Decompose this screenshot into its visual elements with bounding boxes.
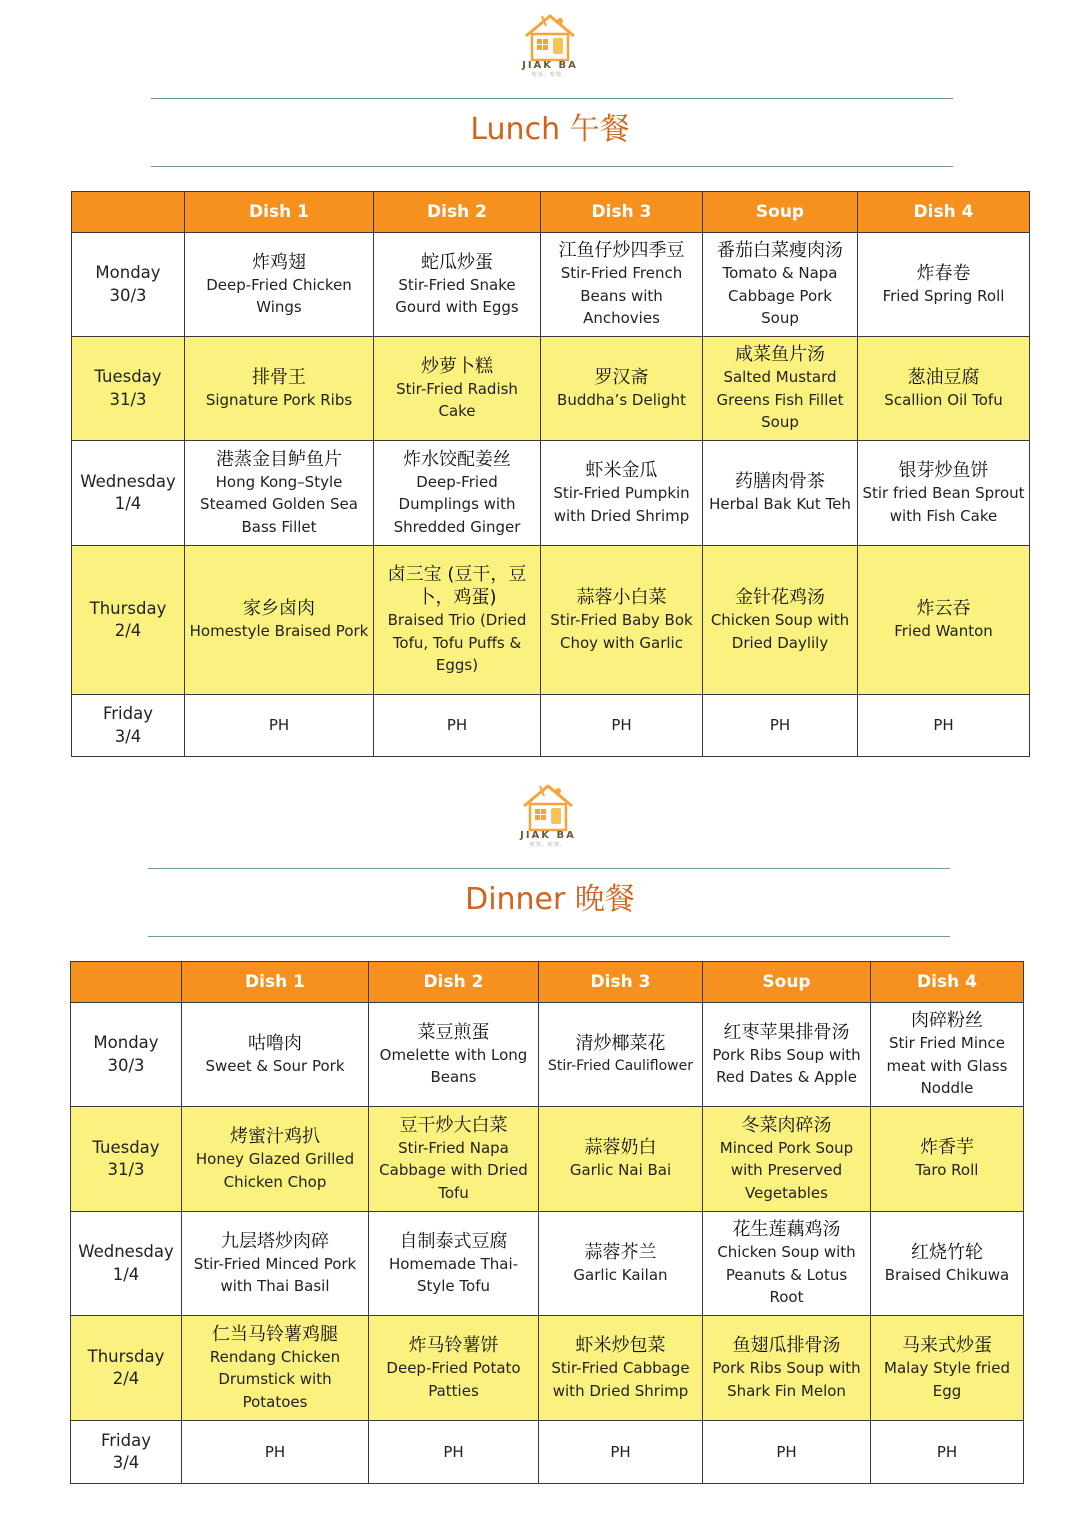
brand-name: JIAK BA <box>522 60 578 71</box>
dish-cell <box>369 1003 539 1107</box>
dish-name-en: Stir-Fried Pumpkin with Dried Shrimp <box>553 484 690 525</box>
holiday-cell <box>374 695 541 757</box>
dish-name-en: Stir-Fried Baby Bok Choy with Garlic <box>550 611 693 652</box>
dish-name-zh: 虾米炒包菜 <box>575 1335 666 1356</box>
dish-name-zh: 仁当马铃薯鸡腿 <box>212 1323 338 1345</box>
day-name: Friday <box>102 704 153 723</box>
dish-name-en: Scallion Oil Tofu <box>884 390 1003 409</box>
dish-name-en: Herbal Bak Kut Teh <box>709 495 851 514</box>
dish-cell <box>185 233 374 337</box>
public-holiday-label: PH <box>446 716 468 735</box>
table-row <box>71 1421 1024 1484</box>
day-cell <box>71 1421 182 1484</box>
dish-name-en: Pork Ribs Soup with Shark Fin Melon <box>712 1359 861 1400</box>
dish-name-en: Fried Wanton <box>894 622 993 641</box>
dish-cell <box>374 233 541 337</box>
day-name: Thursday <box>89 598 167 618</box>
day-date: 2/4 <box>112 1369 140 1388</box>
dish-cell <box>871 1107 1024 1212</box>
day-date: 1/4 <box>114 494 142 513</box>
table-row <box>72 695 1030 757</box>
dish-cell <box>858 233 1030 337</box>
dish-name-zh: 药膳肉骨茶 <box>735 471 825 493</box>
dish-cell <box>374 546 541 695</box>
dish-name-en: Signature Pork Ribs <box>205 390 353 409</box>
header-cell: Dish 1 <box>182 962 369 1003</box>
dish-name-en: Chicken Soup with Peanuts & Lotus Root <box>717 1243 856 1307</box>
dish-name-zh: 家乡卤肉 <box>243 598 315 620</box>
dish-cell <box>539 1212 703 1316</box>
dish-name-en: Stir-Fried Snake Gourd with Eggs <box>395 275 519 316</box>
dish-cell <box>539 1316 703 1421</box>
table-row <box>72 233 1030 337</box>
dish-name-en: Tomato & Napa Cabbage Pork Soup <box>722 264 838 328</box>
dish-cell <box>374 337 541 441</box>
dish-name-zh: 菜豆煎蛋 <box>417 1021 490 1043</box>
holiday-cell <box>858 695 1030 757</box>
dish-cell <box>369 1316 539 1421</box>
soup-cell <box>703 441 858 546</box>
dish-name-en: Stir-Fried Napa Cabbage with Dried Tofu <box>379 1138 528 1202</box>
dish-name-zh: 蒜蓉芥兰 <box>584 1241 657 1263</box>
holiday-cell <box>541 695 703 757</box>
dish-name-en: Minced Pork Soup with Preserved Vegetables <box>719 1138 854 1202</box>
header-cell: Dish 3 <box>541 192 703 233</box>
header-cell: Dish 4 <box>871 962 1024 1003</box>
dish-name-zh: 罗汉斋 <box>594 366 649 388</box>
dish-name-zh: 花生莲藕鸡汤 <box>732 1219 841 1241</box>
title-rule-top <box>151 98 953 99</box>
brand-tagline: 吃饭。吃饱。 <box>529 842 566 848</box>
dish-cell <box>369 1212 539 1316</box>
day-cell <box>72 695 185 757</box>
table-row <box>71 1316 1024 1421</box>
dish-cell <box>185 546 374 695</box>
dish-name-zh: 咸菜鱼片汤 <box>735 344 825 366</box>
dish-name-en: Homestyle Braised Pork <box>189 622 369 641</box>
dish-name-en: Malay Style fried Egg <box>884 1359 1010 1400</box>
brand-logo <box>498 782 598 862</box>
dish-cell <box>182 1107 369 1212</box>
soup-cell <box>703 546 858 695</box>
dish-cell <box>541 337 703 441</box>
dish-cell <box>182 1316 369 1421</box>
day-date: 30/3 <box>107 1055 145 1075</box>
dish-name-en: Garlic Kailan <box>573 1265 668 1284</box>
day-name: Friday <box>100 1430 151 1450</box>
header-cell: Dish 4 <box>858 192 1030 233</box>
dish-cell <box>185 337 374 441</box>
dish-name-en: Hong Kong–Style Steamed Golden Sea Bass Fillet <box>200 472 358 536</box>
public-holiday-label: PH <box>936 1442 958 1461</box>
title-rule-bottom <box>148 936 950 937</box>
table-header-row <box>72 192 1030 233</box>
dish-cell <box>858 546 1030 695</box>
dinner-section <box>0 770 1085 1524</box>
day-date: 31/3 <box>107 1160 145 1179</box>
dish-name-zh: 番茄白菜瘦肉汤 <box>717 240 843 262</box>
dish-name-en: Stir-Fried Cauliflower <box>547 1057 694 1074</box>
soup-cell <box>703 337 858 441</box>
dish-name-zh: 肉碎粉丝 <box>911 1010 983 1032</box>
dish-name-en: Taro Roll <box>915 1161 979 1180</box>
holiday-cell <box>185 695 374 757</box>
dish-name-zh: 红枣苹果排骨汤 <box>723 1021 850 1043</box>
dish-name-zh: 炸鸡翅 <box>252 251 306 273</box>
dish-name-en: Chicken Soup with Dried Daylily <box>710 611 850 652</box>
table-row <box>71 1212 1024 1316</box>
dish-name-zh: 烤蜜汁鸡扒 <box>230 1126 320 1147</box>
page-title: Dinner 晚餐 <box>465 882 635 917</box>
day-cell <box>71 1316 182 1421</box>
dish-name-en: Stir-Fried Minced Pork with Thai Basil <box>193 1254 357 1295</box>
house-logo-icon <box>520 12 580 62</box>
holiday-cell <box>703 695 858 757</box>
dish-name-zh: 蛇瓜炒蛋 <box>421 251 493 273</box>
day-date: 30/3 <box>109 285 147 305</box>
dish-name-en: Honey Glazed Grilled Chicken Chop <box>195 1150 355 1191</box>
dish-name-en: Deep-Fried Potato Patties <box>386 1359 521 1400</box>
header-cell: Soup <box>703 192 858 233</box>
dish-cell <box>182 1212 369 1316</box>
dish-name-zh: 自制泰式豆腐 <box>399 1230 508 1252</box>
house-logo-icon <box>518 782 578 832</box>
dish-cell <box>871 1003 1024 1107</box>
dish-name-en: Fried Spring Roll <box>882 286 1005 305</box>
day-date: 3/4 <box>114 726 142 746</box>
dish-name-zh: 银芽炒鱼饼 <box>898 460 989 481</box>
holiday-cell <box>369 1421 539 1484</box>
day-date: 2/4 <box>114 621 142 640</box>
dish-cell <box>541 233 703 337</box>
header-cell: Dish 1 <box>185 192 374 233</box>
day-cell <box>72 441 185 546</box>
holiday-cell <box>871 1421 1024 1484</box>
header-cell <box>72 192 185 233</box>
soup-cell <box>703 233 858 337</box>
dish-name-en: Homemade Thai-Style Tofu <box>388 1254 519 1295</box>
dish-name-zh: 炸云吞 <box>916 598 971 620</box>
header-cell: Dish 2 <box>369 962 539 1003</box>
dish-name-zh: 红烧竹轮 <box>911 1241 983 1263</box>
holiday-cell <box>182 1421 369 1484</box>
public-holiday-label: PH <box>610 1442 631 1461</box>
dish-name-zh: 冬菜肉碎汤 <box>741 1114 832 1136</box>
soup-cell <box>703 1316 871 1421</box>
dish-name-zh: 葱油豆腐 <box>907 366 980 388</box>
public-holiday-label: PH <box>611 716 632 735</box>
holiday-cell <box>703 1421 871 1484</box>
dish-name-zh: 豆干炒大白菜 <box>399 1114 508 1136</box>
day-cell <box>71 1212 182 1316</box>
header-cell <box>71 962 182 1003</box>
dish-cell <box>871 1316 1024 1421</box>
title-rule-bottom <box>151 166 953 167</box>
dish-name-en: Braised Chikuwa <box>884 1265 1010 1284</box>
header-cell: Soup <box>703 962 871 1003</box>
dish-name-zh: 江鱼仔炒四季豆 <box>558 240 685 262</box>
table-header-row <box>71 962 1024 1003</box>
holiday-cell <box>539 1421 703 1484</box>
lunch-menu-table <box>71 191 1030 757</box>
public-holiday-label: PH <box>443 1442 464 1461</box>
day-cell <box>72 337 185 441</box>
day-name: Tuesday <box>92 1137 160 1157</box>
dish-cell <box>182 1003 369 1107</box>
brand-logo <box>500 12 600 92</box>
day-name: Wednesday <box>80 471 176 491</box>
header-cell: Dish 3 <box>539 962 703 1003</box>
dish-name-zh: 清炒椰菜花 <box>575 1032 666 1054</box>
day-name: Thursday <box>87 1346 165 1366</box>
dish-cell <box>369 1107 539 1212</box>
day-cell <box>71 1003 182 1107</box>
dish-cell <box>858 441 1030 546</box>
table-row <box>72 337 1030 441</box>
soup-cell <box>703 1212 871 1316</box>
dish-name-en: Rendang Chicken Drumstick with Potatoes <box>209 1347 341 1411</box>
dish-name-en: Stir fried Bean Sprout with Fish Cake <box>862 484 1025 525</box>
dish-name-zh: 卤三宝 (豆干，豆卜，鸡蛋) <box>387 564 527 609</box>
dish-name-en: Sweet & Sour Pork <box>205 1056 345 1075</box>
dish-name-zh: 炸水饺配姜丝 <box>403 448 511 470</box>
dish-name-zh: 炸春卷 <box>916 262 971 284</box>
dish-name-en: Garlic Nai Bai <box>569 1161 672 1180</box>
day-cell <box>72 233 185 337</box>
day-date: 3/4 <box>112 1453 140 1472</box>
table-row <box>72 441 1030 546</box>
dish-name-en: Braised Trio (Dried Tofu, Tofu Puffs & Eggs) <box>387 611 527 675</box>
day-name: Tuesday <box>94 367 162 386</box>
day-cell <box>72 546 185 695</box>
soup-cell <box>703 1003 871 1107</box>
soup-cell <box>703 1107 871 1212</box>
dish-name-en: Pork Ribs Soup with Red Dates & Apple <box>712 1045 861 1086</box>
dish-name-zh: 九层塔炒肉碎 <box>221 1230 329 1252</box>
public-holiday-label: PH <box>268 716 290 735</box>
dish-cell <box>539 1003 703 1107</box>
header-cell: Dish 2 <box>374 192 541 233</box>
day-date: 31/3 <box>109 389 147 409</box>
dish-name-zh: 港蒸金目鲈鱼片 <box>216 448 342 470</box>
dish-name-zh: 炸马铃薯饼 <box>408 1335 499 1356</box>
dish-name-zh: 马来式炒蛋 <box>902 1335 992 1356</box>
brand-name: JIAK BA <box>520 830 576 841</box>
dish-name-zh: 金针花鸡汤 <box>735 587 825 608</box>
dish-name-en: Stir Fried Mince meat with Glass Noddle <box>886 1034 1008 1098</box>
title-rule-top <box>148 868 950 869</box>
dish-name-en: Deep-Fried Dumplings with Shredded Ginger <box>393 472 521 536</box>
dish-cell <box>185 441 374 546</box>
day-date: 1/4 <box>112 1264 140 1284</box>
dish-name-zh: 蒜蓉奶白 <box>584 1137 657 1159</box>
dinner-menu-table <box>70 961 1024 1484</box>
day-name: Wednesday <box>78 1242 174 1261</box>
dish-name-zh: 鱼翅瓜排骨汤 <box>732 1335 841 1356</box>
dish-name-en: Salted Mustard Greens Fish Fillet Soup <box>716 368 844 432</box>
dish-name-en: Stir-Fried Radish Cake <box>396 379 518 420</box>
dish-name-en: Deep-Fried Chicken Wings <box>206 275 352 316</box>
dish-cell <box>541 546 703 695</box>
day-name: Monday <box>93 1033 159 1052</box>
table-row <box>71 1003 1024 1107</box>
dish-cell <box>374 441 541 546</box>
dish-name-en: Stir-Fried Cabbage with Dried Shrimp <box>551 1359 690 1400</box>
dish-cell <box>858 337 1030 441</box>
public-holiday-label: PH <box>769 716 791 735</box>
public-holiday-label: PH <box>933 716 954 735</box>
dish-name-en: Buddha’s Delight <box>557 390 686 409</box>
dish-name-en: Omelette with Long Beans <box>379 1045 528 1086</box>
dish-cell <box>541 441 703 546</box>
dish-name-zh: 炒萝卜糕 <box>421 355 493 377</box>
page-title: Lunch 午餐 <box>470 112 630 147</box>
public-holiday-label: PH <box>264 1442 286 1461</box>
dish-name-zh: 排骨王 <box>252 366 306 388</box>
brand-tagline: 吃饭。吃饱。 <box>531 72 568 78</box>
table-row <box>72 546 1030 695</box>
dish-name-zh: 炸香芋 <box>920 1137 974 1159</box>
dish-cell <box>539 1107 703 1212</box>
day-name: Monday <box>95 263 161 282</box>
dish-name-zh: 虾米金瓜 <box>585 460 658 481</box>
public-holiday-label: PH <box>776 1442 797 1461</box>
table-row <box>71 1107 1024 1212</box>
day-cell <box>71 1107 182 1212</box>
dish-cell <box>871 1212 1024 1316</box>
dish-name-en: Stir-Fried French Beans with Anchovies <box>560 264 683 328</box>
dish-name-zh: 蒜蓉小白菜 <box>576 587 667 608</box>
dish-name-zh: 咕噜肉 <box>248 1032 302 1054</box>
